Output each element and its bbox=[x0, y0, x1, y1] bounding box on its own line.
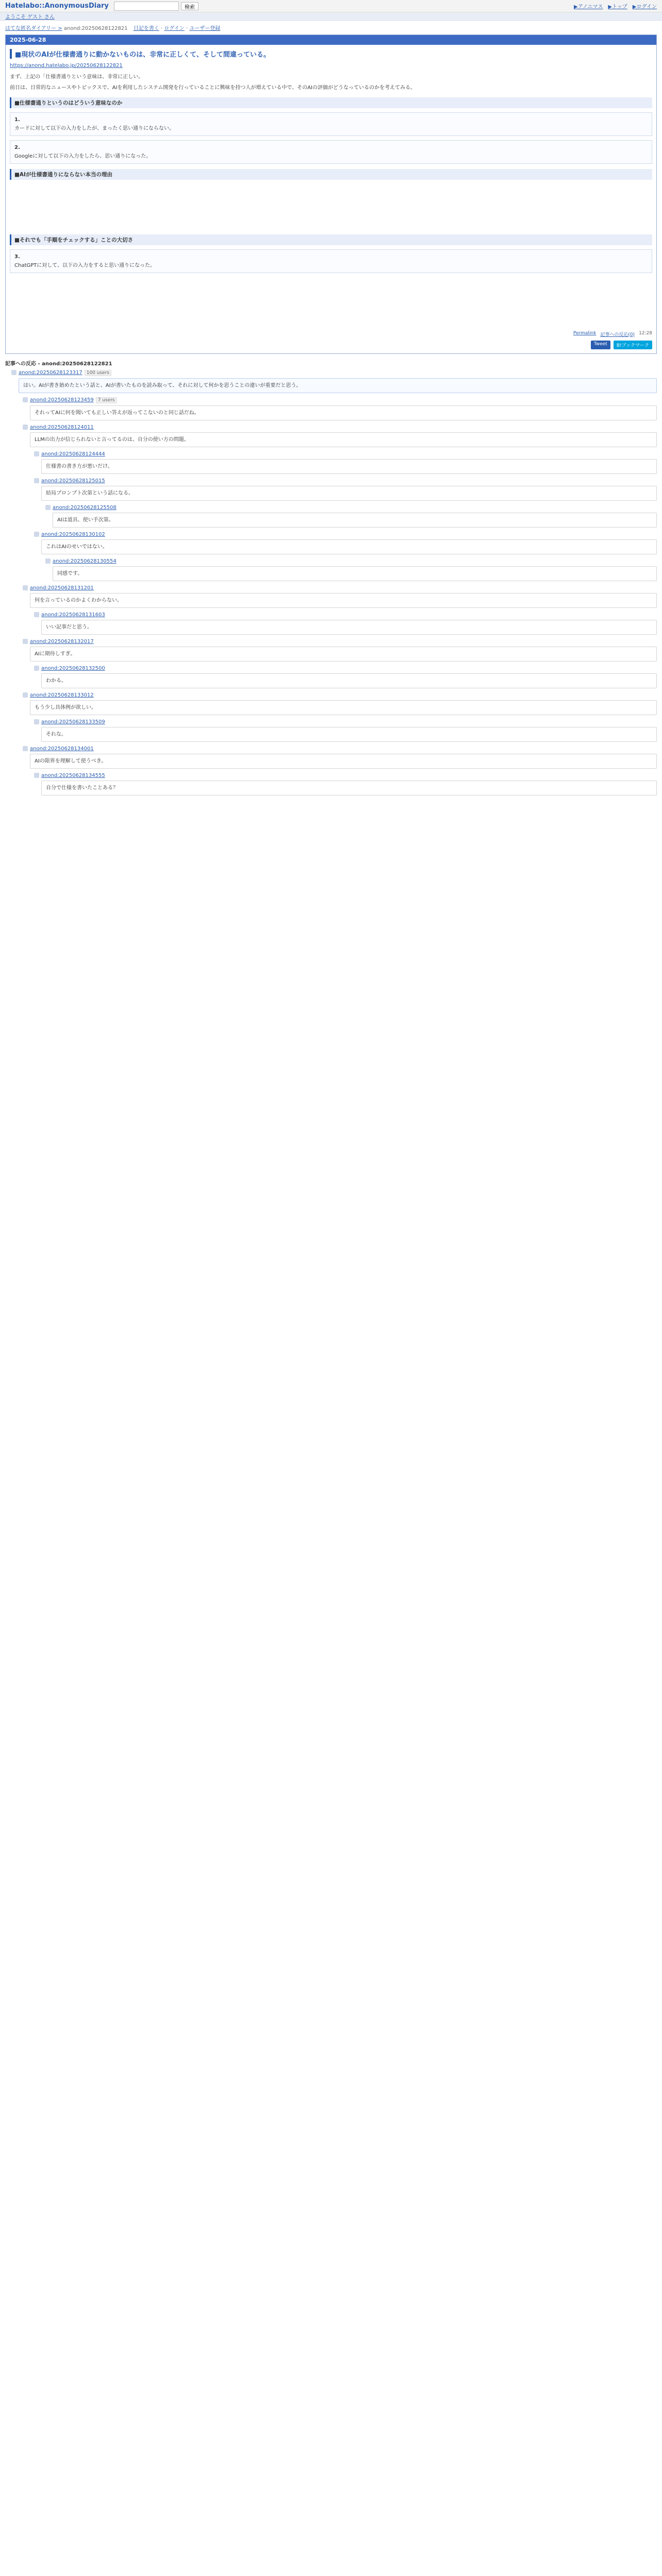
comment-text: AIは道具、使い手次第。 bbox=[53, 513, 657, 528]
reactions-link[interactable]: 記事への反応(0) bbox=[600, 332, 635, 337]
breadcrumb-home[interactable]: はてな匿名ダイアリー > bbox=[5, 26, 62, 31]
comment-icon bbox=[34, 451, 39, 456]
comment-link[interactable]: anond:20250628132017 bbox=[30, 638, 94, 645]
comment-item bbox=[34, 719, 657, 742]
comment-text: いい記事だと思う。 bbox=[41, 620, 657, 635]
comment-icon bbox=[34, 612, 39, 617]
comment-link[interactable]: anond:20250628130554 bbox=[53, 558, 117, 564]
quote-box bbox=[10, 249, 652, 273]
comment-text: それってAIに何を聞いても正しい答えが返ってこないのと同じ話だね。 bbox=[30, 405, 657, 420]
comment-tree bbox=[11, 370, 657, 795]
post-title-link[interactable]: ■現状のAIが仕様書通りに動かないものは、非常に正しくて、そして間違っている。 bbox=[15, 51, 270, 59]
comment-link[interactable]: anond:20250628131201 bbox=[30, 585, 94, 591]
post-footer bbox=[6, 328, 656, 341]
box-text: カードに対して以下の入力をしたが、まったく思い通りにならない。 bbox=[14, 125, 174, 131]
comment-link[interactable]: anond:20250628125015 bbox=[41, 478, 105, 484]
nav-link[interactable]: ▶アノニマス bbox=[574, 4, 603, 10]
comment-text: 自分で仕様を書いたことある？ bbox=[41, 781, 657, 795]
comment-item bbox=[23, 397, 657, 420]
comments-title: 記事への反応 - anond:20250628122821 bbox=[5, 361, 112, 367]
post-date: 2025-06-28 bbox=[6, 35, 656, 45]
section-heading: ■仕様書通りというのはどういう意味なのか bbox=[10, 97, 652, 108]
users-badge: 7 users bbox=[96, 397, 117, 403]
comment-item bbox=[23, 425, 657, 447]
comment-item bbox=[34, 773, 657, 795]
box-text: Googleに対して以下の入力をしたら、思い通りになった。 bbox=[14, 153, 152, 159]
comment-text: 結局プロンプト次第という話になる。 bbox=[41, 486, 657, 501]
comment-text: LLMの出力が信じられないと言ってるのは、自分の使い方の問題。 bbox=[30, 432, 657, 447]
comment-text: それな。 bbox=[41, 727, 657, 742]
nav-link[interactable]: ▶トップ bbox=[608, 4, 627, 10]
welcome-text: ようこそ ゲスト さん bbox=[5, 14, 55, 20]
comment-link[interactable]: anond:20250628131603 bbox=[41, 612, 105, 618]
box-text: ChatGPTに対して、以下の入力をすると思い通りになった。 bbox=[14, 262, 156, 268]
box-number: 3. bbox=[14, 253, 20, 260]
comment-link[interactable]: anond:20250628130102 bbox=[41, 531, 105, 537]
share-bar bbox=[6, 341, 656, 353]
search-input[interactable] bbox=[114, 2, 179, 11]
comment-icon bbox=[34, 478, 39, 483]
search-button[interactable]: 検索 bbox=[181, 2, 198, 10]
breadcrumb-link[interactable]: ユーザー登録 bbox=[189, 26, 221, 31]
breadcrumb-link[interactable]: ログイン bbox=[164, 26, 185, 31]
comment-icon bbox=[34, 532, 39, 537]
main-post bbox=[5, 35, 657, 354]
comment-text: 何を言っているのかよくわからない。 bbox=[30, 593, 657, 608]
comment-icon bbox=[23, 397, 28, 402]
comment-icon bbox=[23, 639, 28, 644]
post-title[interactable] bbox=[10, 49, 652, 59]
sub-bar bbox=[0, 12, 662, 21]
comments bbox=[5, 359, 657, 795]
comment-item bbox=[34, 612, 657, 635]
post-paragraph: 前日は、日常的なニュースやトピックスで、AIを利用したシステム開発を行っていることに興味を持つ人が増えている中で、そのAIの評価がどうなっているのかを考えてみる。 bbox=[10, 85, 416, 91]
post-time: 12:28 bbox=[639, 330, 652, 336]
comment-item bbox=[45, 505, 657, 528]
comment-text: もう少し具体例が欲しい。 bbox=[30, 700, 657, 715]
comment-icon bbox=[23, 746, 28, 751]
comment-icon bbox=[34, 719, 39, 724]
comment-icon bbox=[45, 558, 51, 564]
comment-text: はい。AIが書き始めたという話と、AIが書いたものを読み取って、それに対して何かを思うことの違いが重要だと思う。 bbox=[19, 378, 657, 393]
comment-item bbox=[23, 585, 657, 608]
post-url[interactable]: https://anond.hatelabo.jp/20250628122821 bbox=[10, 63, 123, 69]
section-heading: ■それでも「手順をチェックする」ことの大切さ bbox=[10, 234, 652, 245]
top-nav bbox=[574, 2, 657, 10]
entry bbox=[6, 45, 656, 328]
comment-item bbox=[11, 370, 657, 393]
comment-link[interactable]: anond:20250628134001 bbox=[30, 745, 94, 752]
comment-item bbox=[45, 558, 657, 581]
users-badge: 100 users bbox=[85, 370, 111, 376]
comment-item bbox=[23, 692, 657, 715]
comment-link[interactable]: anond:20250628123317 bbox=[19, 369, 82, 376]
breadcrumb: はてな匿名ダイアリー > anond:20250628122821 日記を書く · ログイン · ユーザー登録 bbox=[5, 26, 221, 31]
comment-link[interactable]: anond:20250628124011 bbox=[30, 424, 94, 430]
breadcrumb-link[interactable]: 日記を書く bbox=[133, 26, 159, 31]
quote-box bbox=[10, 140, 652, 164]
comment-link[interactable]: anond:20250628123459 bbox=[30, 397, 94, 403]
comment-icon bbox=[23, 425, 28, 430]
nav-link[interactable]: ▶ログイン bbox=[632, 4, 657, 10]
comment-item bbox=[34, 666, 657, 688]
comment-link[interactable]: anond:20250628133012 bbox=[30, 692, 94, 698]
box-number: 1. bbox=[14, 116, 20, 123]
comment-text: これはAIのせいではない。 bbox=[41, 539, 657, 554]
tweet-button[interactable]: Tweet bbox=[591, 341, 610, 349]
comment-link[interactable]: anond:20250628124444 bbox=[41, 451, 105, 457]
comment-text: AIの限界を理解して使うべき。 bbox=[30, 754, 657, 769]
comment-text: わかる。 bbox=[41, 673, 657, 688]
comment-item bbox=[34, 532, 657, 554]
permalink-link[interactable]: Permalink bbox=[573, 330, 597, 336]
comment-icon bbox=[45, 505, 51, 510]
comment-text: 同感です。 bbox=[53, 566, 657, 581]
comment-link[interactable]: anond:20250628125508 bbox=[53, 504, 117, 511]
section-heading: ■AIが仕様書通りにならない本当の理由 bbox=[10, 169, 652, 180]
comment-item bbox=[23, 639, 657, 662]
comment-icon bbox=[23, 692, 28, 698]
comment-link[interactable]: anond:20250628132500 bbox=[41, 665, 105, 671]
comment-link[interactable]: anond:20250628133509 bbox=[41, 719, 105, 725]
site-logo[interactable]: Hatelabo::AnonymousDiary bbox=[5, 2, 109, 10]
bookmark-button[interactable]: B!ブックマーク bbox=[614, 341, 652, 349]
comment-item bbox=[23, 746, 657, 769]
comment-link[interactable]: anond:20250628134555 bbox=[41, 772, 105, 778]
post-paragraph: まず、上記の「仕様書通りという意味は、非常に正しい。 bbox=[10, 74, 144, 80]
comment-item bbox=[34, 478, 657, 501]
comment-item bbox=[34, 451, 657, 474]
comment-icon bbox=[34, 773, 39, 778]
comment-icon bbox=[11, 370, 16, 375]
comment-icon bbox=[23, 585, 28, 590]
comment-icon bbox=[34, 666, 39, 671]
top-bar bbox=[0, 0, 662, 12]
box-number: 2. bbox=[14, 144, 20, 150]
breadcrumb-current: anond:20250628122821 bbox=[63, 26, 128, 31]
comment-text: AIに期待しすぎ。 bbox=[30, 647, 657, 662]
comment-text: 仕様書の書き方が悪いだけ。 bbox=[41, 459, 657, 474]
quote-box bbox=[10, 112, 652, 136]
